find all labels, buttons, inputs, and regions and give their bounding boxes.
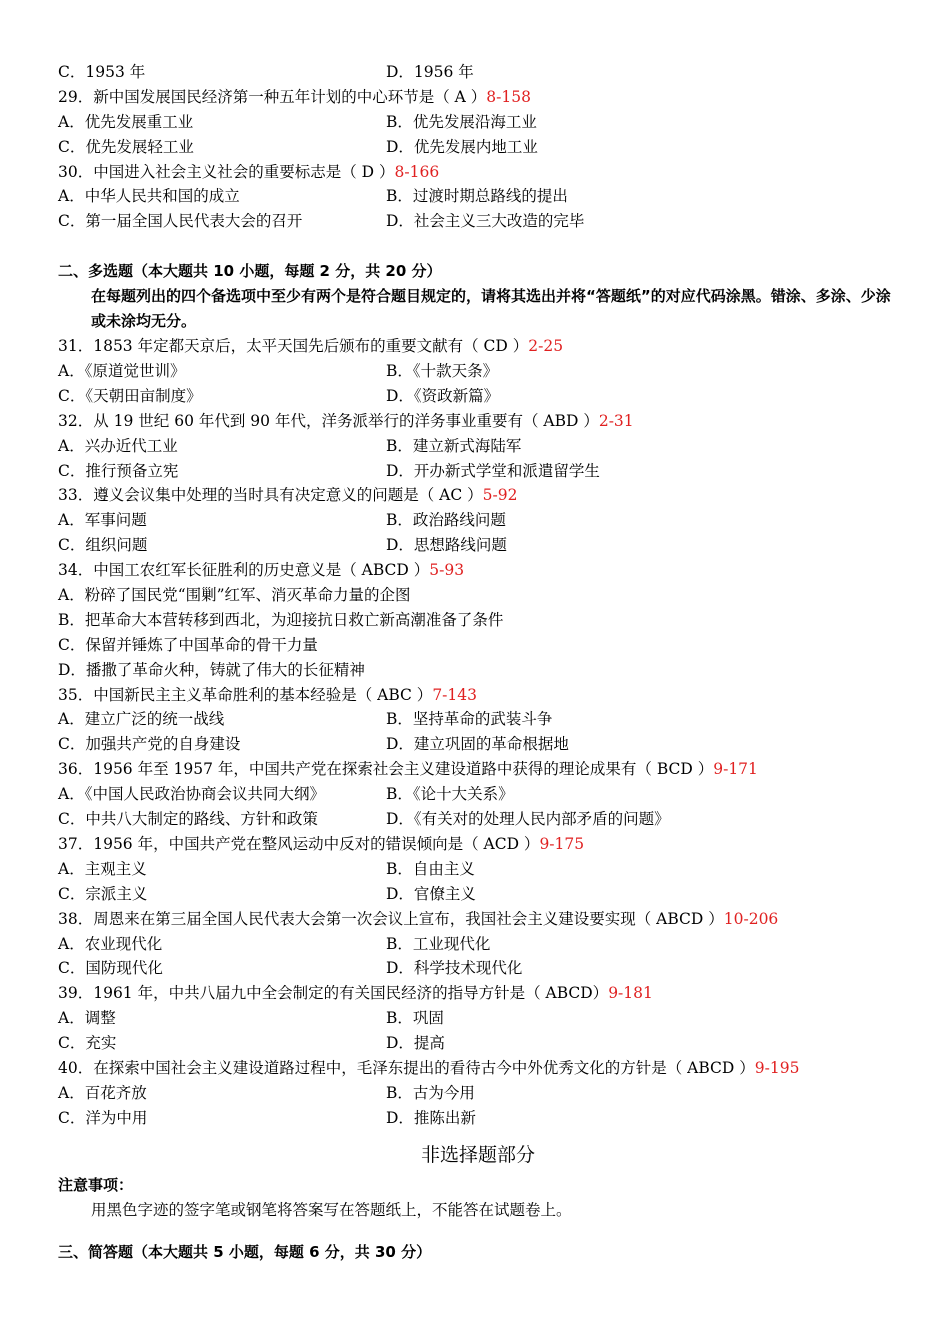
option-row [58,359,898,384]
question-35-stem [58,683,898,708]
option-b: B．把革命大本营转移到西北，为迎接抗日救亡新高潮准备了条件 [58,610,504,629]
answer-reference: 9-175 [539,834,585,853]
question-text: 31．1853 年定都天京后，太平天国先后颁布的重要文献有（ CD ） [58,337,529,356]
option-d: D．优先发展内地工业 [386,137,538,156]
answer-reference: 9-181 [608,984,653,1003]
option-row [58,956,898,981]
question-29-stem [58,85,898,110]
question-40-stem [58,1056,898,1081]
option-row [58,434,898,459]
question-39-stem [58,981,898,1006]
option-d: D．建立巩固的革命根据地 [386,735,569,754]
option-d: D．官僚主义 [386,884,476,903]
option-row [58,459,898,484]
answer-reference: 5-92 [482,486,518,505]
option-row [58,782,898,807]
option-b: B．政治路线问题 [386,511,506,530]
option-row [58,1006,898,1031]
question-36-stem [58,757,898,782]
option-a: A．《原道觉世训》 [58,362,186,381]
option-row [58,857,898,882]
non-choice-title: 非选择题部分 [420,1143,535,1166]
section-2-instruction: 在每题列出的四个备选项中至少有两个是符合题目规定的，请将其选出并将“答题纸”的对应代码涂黑。错涂、多涂、少涂或未涂均无分。 [91,287,891,331]
question-34-stem [58,558,898,583]
option-d: D．社会主义三大改造的完毕 [386,212,585,231]
option-c: C．第一届全国人民代表大会的召开 [58,212,303,231]
option-a: A．中华人民共和国的成立 [58,187,240,206]
option-c: C．加强共产党的自身建设 [58,735,241,754]
question-text: 40．在探索中国社会主义建设道路过程中，毛泽东提出的看待古今中外优秀文化的方针是（ ABCD ） [58,1058,755,1077]
question-38-stem [58,907,898,932]
option-c: C．充实 [58,1034,117,1053]
option-row [58,60,898,85]
option-row [58,1106,898,1131]
option-a: A．调整 [58,1009,116,1028]
option-a: A．农业现代化 [58,934,163,953]
question-text: 29．新中国发展国民经济第一种五年计划的中心环节是（ A ） [58,87,487,106]
spacer [58,1222,898,1240]
option-a: A．主观主义 [58,859,147,878]
section-2-title: 二、多选题（本大题共 10 小题，每题 2 分，共 20 分） [58,262,442,281]
option-d: D．科学技术现代化 [386,959,523,978]
option-b: B．古为今用 [386,1083,475,1102]
option-c: C．洋为中用 [58,1108,148,1127]
option-c: C．《天朝田亩制度》 [58,386,202,405]
option-c: C．宗派主义 [58,884,148,903]
option-row [58,1081,898,1106]
option-row [58,508,898,533]
option-b: B．优先发展沿海工业 [386,112,537,131]
question-text: 32．从 19 世纪 60 年代到 90 年代，洋务派举行的洋务事业重要有（ ABD ） [58,411,599,430]
option-row [58,707,898,732]
option-a: A．军事问题 [58,511,147,530]
answer-reference: 5-93 [429,561,465,580]
option-d: D．提高 [386,1034,445,1053]
option-d: D．《有关对的处理人民内部矛盾的问题》 [386,810,670,829]
option-a: A．兴办近代工业 [58,436,178,455]
option-row [58,807,898,832]
option-a: A．建立广泛的统一战线 [58,710,225,729]
option-row [58,135,898,160]
option-row [58,110,898,135]
question-text: 37．1956 年，中国共产党在整风运动中反对的错误倾向是（ ACD ） [58,834,540,853]
option-row [58,533,898,558]
question-30-stem [58,160,898,185]
option-d: D．播撒了革命火种，铸就了伟大的长征精神 [58,660,365,679]
question-32-stem [58,409,898,434]
question-text: 35．中国新民主主义革命胜利的基本经验是（ ABC ） [58,685,433,704]
spacer [58,234,898,259]
option-a: A．《中国人民政治协商会议共同大纲》 [58,785,325,804]
answer-reference: 9-171 [713,760,758,779]
answer-reference: 2-31 [598,411,634,430]
option-c: C．保留并锤炼了中国革命的骨干力量 [58,635,318,654]
answer-reference: 8-166 [394,162,440,181]
question-text: 33．遵义会议集中处理的当时具有决定意义的问题是（ AC ） [58,486,483,505]
option-a: A．优先发展重工业 [58,112,194,131]
exam-page [58,60,898,1265]
option-a: A．粉碎了国民党“围剿”红军、消灭革命力量的企图 [58,586,411,605]
option-d: D．1956 年 [386,63,474,81]
option-b: B．《论十大关系》 [386,785,514,804]
answer-reference: 9-195 [754,1058,800,1077]
question-text: 36．1956 年至 1957 年，中国共产党在探索社会主义建设道路中获得的理论成果有（ BCD ） [58,760,714,779]
question-text: 30．中国进入社会主义社会的重要标志是（ D ） [58,162,395,181]
option-b: B．建立新式海陆军 [386,436,522,455]
option-d: D．推陈出新 [386,1108,476,1127]
answer-reference: 8-158 [486,87,531,106]
option-row [58,882,898,907]
option-b: B．《十款天条》 [386,362,499,381]
option-c: C．国防现代化 [58,959,163,978]
question-text: 39．1961 年，中共八届九中全会制定的有关国民经济的指导方针是（ ABCD） [58,984,609,1003]
option-row [58,384,898,409]
option-b: B．过渡时期总路线的提出 [386,187,568,206]
option-c: C．优先发展轻工业 [58,137,194,156]
question-text: 38．周恩来在第三届全国人民代表大会第一次会议上宣布，我国社会主义建设要实现（ ABCD ） [58,909,724,928]
question-31-stem [58,334,898,359]
option-c: C．1953 年 [58,63,146,81]
question-text: 34．中国工农红军长征胜利的历史意义是（ ABCD ） [58,561,430,580]
answer-reference: 10-206 [723,909,779,928]
option-b: B．巩固 [386,1009,444,1028]
section-3-title: 三、简答题（本大题共 5 小题，每题 6 分，共 30 分） [58,1243,432,1262]
option-b: B．自由主义 [386,859,475,878]
option-row [58,732,898,757]
option-row [58,932,898,957]
notice-label: 注意事项： [58,1175,134,1194]
answer-reference: 7-143 [432,685,477,704]
question-37-stem [58,832,898,857]
option-a: A．百花齐放 [58,1083,147,1102]
notice-text: 用黑色字迹的签字笔或钢笔将答案写在答题纸上，不能答在试题卷上。 [91,1200,572,1219]
option-row [58,1031,898,1056]
option-b: B．坚持革命的武装斗争 [386,710,553,729]
question-33-stem [58,483,898,508]
option-c: C．推行预备立宪 [58,461,179,480]
answer-reference: 2-25 [528,337,564,356]
option-c: C．中共八大制定的路线、方针和政策 [58,810,318,829]
option-d: D．思想路线问题 [386,536,507,555]
option-d: D．《资政新篇》 [386,386,500,405]
option-row [58,184,898,209]
option-c: C．组织问题 [58,536,148,555]
option-row [58,209,898,234]
option-b: B．工业现代化 [386,934,491,953]
option-d: D．开办新式学堂和派遣留学生 [386,461,600,480]
